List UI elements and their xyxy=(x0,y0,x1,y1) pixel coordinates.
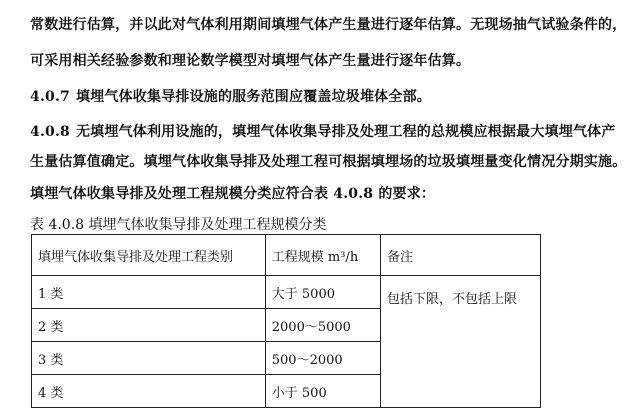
clause-4-0-8-line-2: 生量估算值确定。填埋气体收集导排及处理工程可根据填埋场的垃圾填埋量变化情况分期实施。 xyxy=(30,154,627,170)
row-scale: 小于 500 xyxy=(265,375,380,408)
row-note: 包括下限，不包括上限 xyxy=(381,276,541,408)
row-category: 4 类 xyxy=(32,375,266,408)
row-category: 3 类 xyxy=(32,342,266,375)
table-title: 表 4.0.8 填埋气体收集导排及处理工程规模分类 xyxy=(30,217,327,233)
row-category: 1 类 xyxy=(32,276,266,309)
row-scale: 500～2000 xyxy=(265,342,380,375)
table-header-row xyxy=(32,235,541,276)
clause-4-0-8-line-3: 填埋气体收集导排及处理工程规模分类应符合表 4.0.8 的要求： xyxy=(30,186,436,202)
header-category: 填埋气体收集导排及处理工程类别 xyxy=(32,235,266,276)
clause-4-0-8-number: 4.0.8 xyxy=(30,124,70,140)
clause-4-0-7-text: 填埋气体收集导排设施的服务范围应覆盖垃圾堆体全部。 xyxy=(75,89,431,105)
scale-classification-table xyxy=(31,234,541,408)
row-scale: 2000～5000 xyxy=(265,309,380,342)
paragraph-line-2: 可采用相关经验参数和理论数学模型对填埋气体产生量进行逐年估算。 xyxy=(30,53,471,69)
header-scale: 工程规模 m³/h xyxy=(265,235,380,276)
clause-4-0-8 xyxy=(30,123,616,141)
row-category: 2 类 xyxy=(32,309,266,342)
clause-4-0-7 xyxy=(30,88,431,106)
table-row xyxy=(32,276,541,309)
row-scale: 大于 5000 xyxy=(265,276,380,309)
paragraph-line-1: 常数进行估算，并以此对气体利用期间填埋气体产生量进行逐年估算。无现场抽气试验条件的， xyxy=(30,17,627,33)
clause-4-0-7-number: 4.0.7 xyxy=(30,89,70,105)
header-note: 备注 xyxy=(381,235,541,276)
clause-4-0-8-line-1: 无填埋气体利用设施的，填埋气体收集导排及处理工程的总规模应根据最大填埋气体产 xyxy=(75,124,616,140)
